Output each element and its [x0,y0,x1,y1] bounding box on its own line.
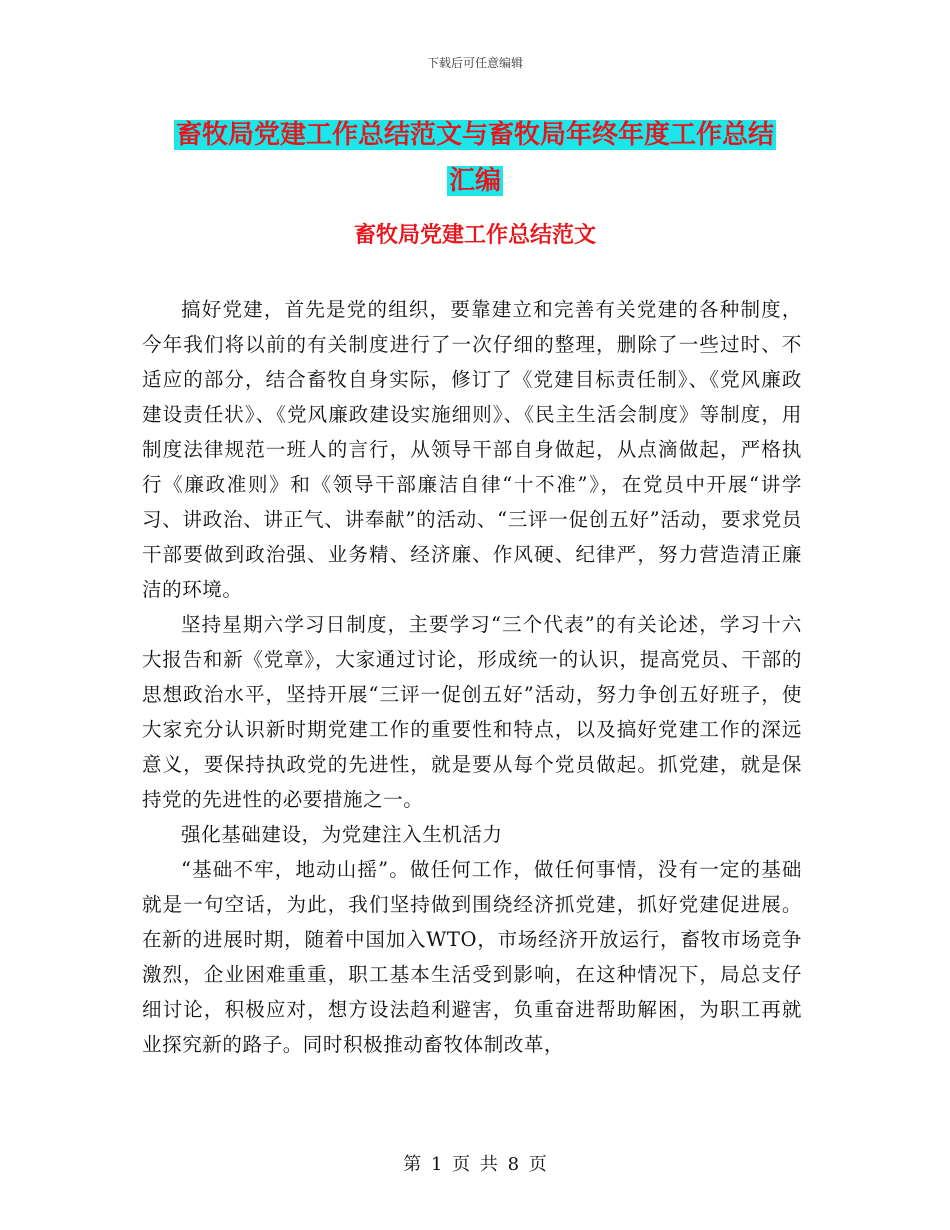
section-title: 畜牧局党建工作总结范文 [353,223,596,248]
paragraph-3: 强化基础建设，为党建注入生机活力 [181,823,503,846]
page-number: 第 1 页 共 8 页 [403,1154,547,1175]
paragraph-4: “基础不牢，地动山摇”。做任何工作，做任何事情，没有一定的基础就是一句空话，为此，我们坚持做到围绕经济抓党建，抓好党建促进展。在新的进展时期，随着中国加入WTO，市场经济开放运行，畜牧市场竞争激烈，企业困难重重，职工基本生活受到影响，在这种情况下，局总支仔细讨论，积极应对，想方设法趋利避害，负重奋进帮助解困，为职工再就业探究新的路子。同时积极推动畜牧体制改革， [142,858,802,1056]
title-line-2: 汇编 [448,166,501,196]
document-body [142,292,802,1062]
document-title [140,112,810,204]
title-line-1: 畜牧局党建工作总结范文与畜牧局年终年度工作总结 [175,120,774,150]
paragraph-2: 坚持星期六学习日制度，主要学习“三个代表”的有关论述，学习十六大报告和新《党章》，大家通过讨论，形成统一的认识，提高党员、干部的思想政治水平，坚持开展“三评一促创五好”活动，努力争创五好班子，使大家充分认识新时期党建工作的重要性和特点，以及搞好党建工作的深远意义，要保持执政党的先进性，就是要从每个党员做起。抓党建，就是保持党的先进性的必要措施之一。 [142,613,802,811]
header-note: 下载后可任意编辑 [426,56,523,70]
paragraph-1: 搞好党建，首先是党的组织，要靠建立和完善有关党建的各种制度，今年我们将以前的有关制度进行了一次仔细的整理，删除了一些过时、不适应的部分，结合畜牧自身实际，修订了《党建目标责任制》、《党风廉政建设责任状》、《党风廉政建设实施细则》、《民主生活会制度》等制度，用制度法律规范一班人的言行，从领导干部自身做起，从点滴做起，严格执行《廉政准则》和《领导干部廉洁自律“十不准”》，在党员中开展“讲学习、讲政治、讲正气、讲奉献”的活动、“三评一促创五好”活动，要求党员干部要做到政治强、业务精、经济廉、作风硬、纪律严，努力营造清正廉洁的环境。 [142,298,802,601]
